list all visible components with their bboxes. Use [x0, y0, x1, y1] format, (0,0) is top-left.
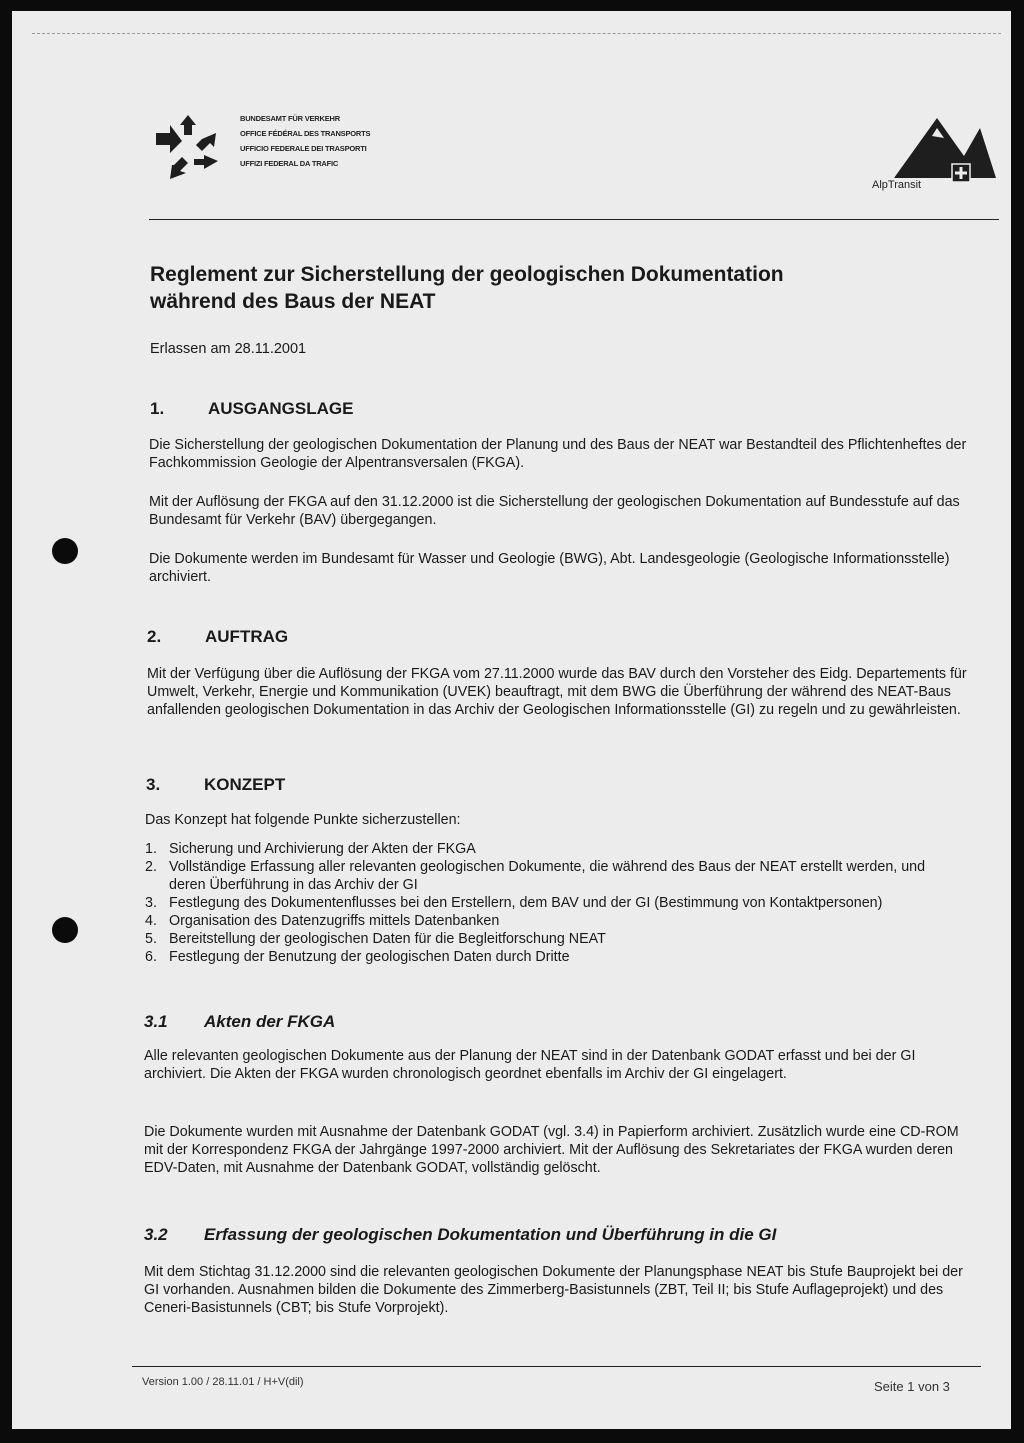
version-info: Version 1.00 / 28.11.01 / H+V(dil)	[142, 1376, 304, 1388]
section-title: Akten der FKGA	[204, 1012, 336, 1031]
bav-name-it: UFFICIO FEDERALE DEI TRASPORTI	[240, 144, 367, 153]
section-number: 3.2	[144, 1225, 168, 1244]
section-1-heading	[150, 399, 353, 419]
section-title: AUFTRAG	[205, 627, 289, 646]
list-item: 3. Festlegung des Dokumentenflusses bei den Erstellern, dem BAV und der GI (Bestimmung von Kontaktpersonen)	[145, 895, 883, 911]
section-number: 3.	[146, 775, 161, 794]
paragraph: Mit dem Stichtag 31.12.2000 sind die relevanten geologischen Dokumente der Planungsphase NEAT bis Stufe Bauprojekt bei der GI vorhanden. Ausnahmen bilden die Dokumente des Zimmerberg-Basistunnels (ZBT, Teil II; bis Stufe Auflageprojekt) und des Ceneri-Basistunnels (CBT; bis Stufe Vorprojekt).	[144, 1264, 963, 1316]
section-3-1-heading	[144, 1012, 335, 1032]
page-number: Seite 1 von 3	[874, 1379, 950, 1394]
alptransit-label: AlpTransit	[872, 179, 922, 191]
footer-divider	[132, 1366, 981, 1367]
paragraph: Die Dokumente werden im Bundesamt für Wasser und Geologie (BWG), Abt. Landesgeologie (Geologische Informationsstelle) archiviert.	[149, 551, 950, 585]
section-3-2-heading	[144, 1225, 776, 1245]
bav-name-de: BUNDESAMT FÜR VERKEHR	[240, 114, 340, 123]
list-item: 4. Organisation des Datenzugriffs mittels Datenbanken	[145, 913, 500, 929]
section-title: Erfassung der geologischen Dokumentation und Überführung in die GI	[204, 1225, 777, 1244]
bav-agency-names	[240, 111, 370, 171]
title-line-2: während des Baus der NEAT	[150, 290, 436, 313]
scan-artifact-line	[32, 33, 1001, 34]
punch-hole-bottom	[52, 917, 78, 943]
list-item: 5. Bereitstellung der geologischen Daten für die Begleitforschung NEAT	[145, 931, 606, 947]
paragraph: Das Konzept hat folgende Punkte sicherzustellen:	[145, 812, 461, 828]
document-title	[150, 261, 950, 315]
section-number: 1.	[150, 399, 165, 418]
bav-name-rm: UFFIZI FEDERAL DA TRAFIC	[240, 159, 339, 168]
document-page	[12, 11, 1011, 1429]
list-item: 6. Festlegung der Benutzung der geologischen Daten durch Dritte	[145, 949, 570, 965]
punch-hole-top	[52, 538, 78, 564]
list-item: 1. Sicherung und Archivierung der Akten der FKGA	[145, 841, 476, 857]
paragraph: Alle relevanten geologischen Dokumente aus der Planung der NEAT sind in der Datenbank GODAT erfasst und bei der GI archiviert. Die Akten der FKGA wurden chronologisch geordnet ebenfalls im Archiv der GI eingelagert.	[144, 1048, 916, 1082]
title-line-1: Reglement zur Sicherstellung der geologischen Dokumentation	[150, 263, 784, 286]
section-title: KONZEPT	[204, 775, 286, 794]
paragraph: Mit der Auflösung der FKGA auf den 31.12.2000 ist die Sicherstellung der geologischen Dokumentation auf Bundesstufe auf das Bundesamt für Verkehr (BAV) übergegangen.	[149, 494, 960, 528]
issued-date: Erlassen am 28.11.2001	[150, 341, 307, 357]
section-number: 3.1	[144, 1012, 168, 1031]
section-title: AUSGANGSLAGE	[208, 399, 354, 418]
list-item: 2. Vollständige Erfassung aller relevanten geologischen Dokumente, die während des Baus der NEAT erstellt werden, und deren Überführung in das Archiv der GI	[145, 859, 926, 893]
paragraph: Die Sicherstellung der geologischen Dokumentation der Planung und des Baus der NEAT war Bestandteil des Pflichtenheftes der Fachkommission Geologie der Alpentransversalen (FKGA).	[149, 437, 967, 471]
section-number: 2.	[147, 627, 162, 646]
header-divider	[149, 219, 999, 220]
section-2-heading	[147, 627, 288, 647]
section-3-heading	[146, 775, 285, 795]
paragraph: Die Dokumente wurden mit Ausnahme der Datenbank GODAT (vgl. 3.4) in Papierform archiviert. Zusätzlich wurde eine CD-ROM mit der Korrespondenz FKGA der Jahrgänge 1997-2000 archiviert. Mit der Auflösung des Sekretariates der FKGA wurden deren EDV-Daten, mit Ausnahme der Datenbank GODAT, vollständig gelöscht.	[144, 1124, 959, 1176]
bav-name-fr: OFFICE FÉDÉRAL DES TRANSPORTS	[240, 129, 371, 138]
bav-logo-icon	[152, 111, 232, 186]
paragraph: Mit der Verfügung über die Auflösung der FKGA vom 27.11.2000 wurde das BAV durch den Vorsteher des Eidg. Departements für Umwelt, Verkehr, Energie und Kommunikation (UVEK) beauftragt, mit dem BWG die Überführung der während des NEAT-Baus anfallenden geologischen Dokumentation in das Archiv der Geologischen Informationsstelle (GI) zu regeln und zu gewährleisten.	[147, 666, 967, 718]
concept-list	[145, 840, 965, 966]
